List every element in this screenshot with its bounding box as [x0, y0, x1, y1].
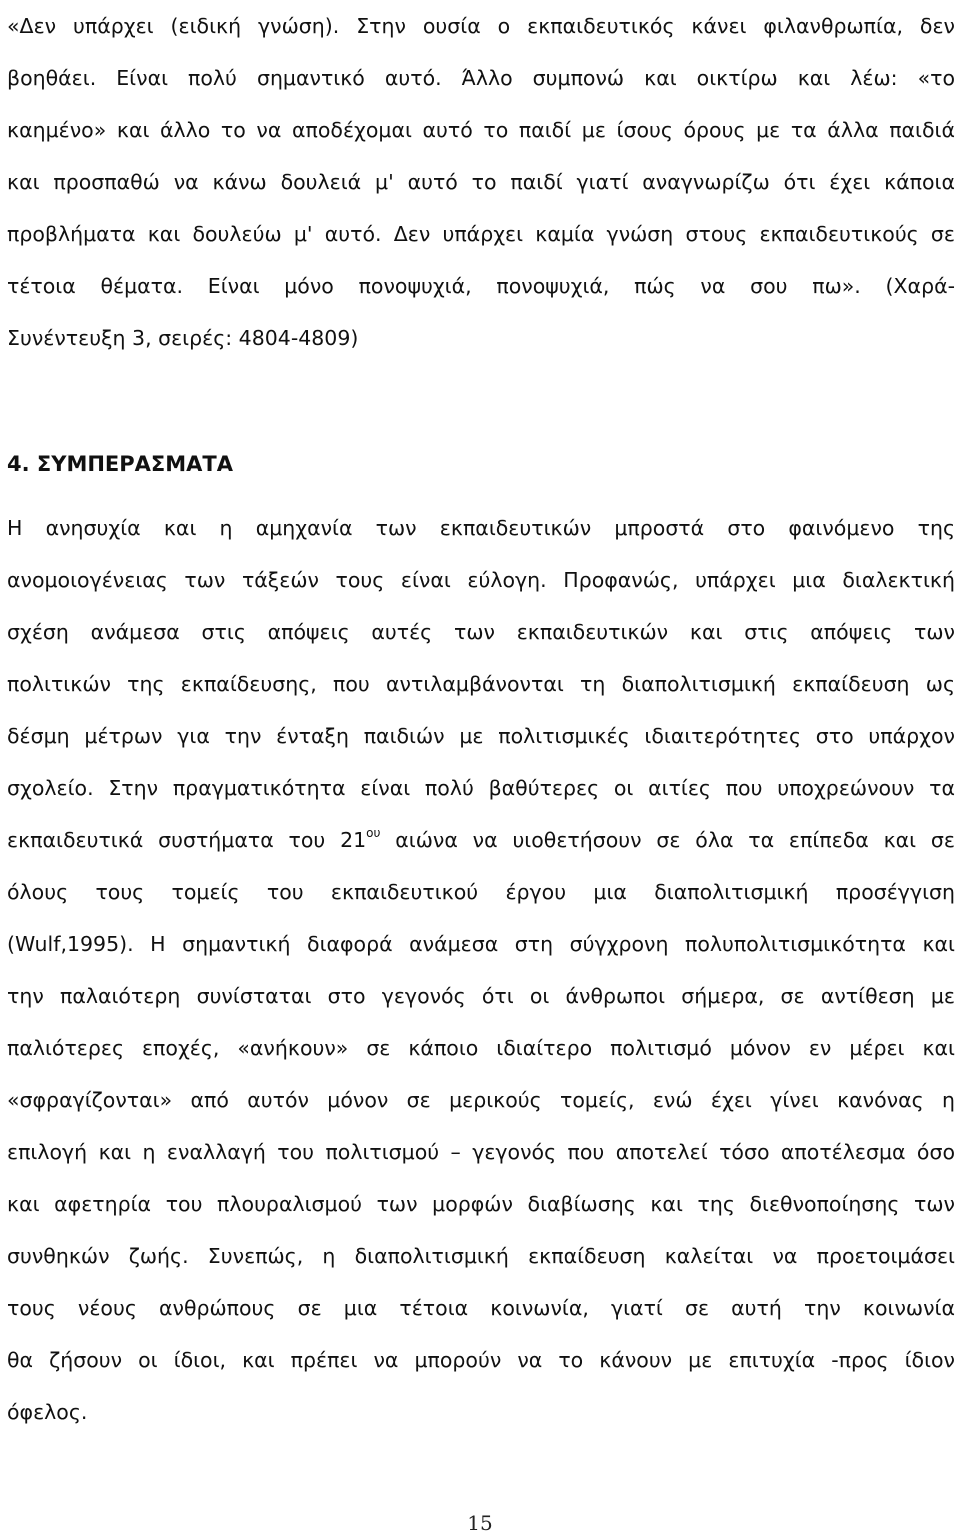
- text-line: και προσπαθώ να κάνω δουλειά μ' αυτό το παιδί γιατί αναγνωρίζω ότι έχει κάποια: [7, 170, 955, 194]
- text-line: «Δεν υπάρχει (ειδική γνώση). Στην ουσία ο εκπαιδευτικός κάνει φιλανθρωπία, δεν: [7, 14, 955, 38]
- text-line: την παλαιότερη συνίσταται στο γεγονός ότι οι άνθρωποι σήμερα, σε αντίθεση με: [7, 984, 955, 1008]
- text-line: σχέση ανάμεσα στις απόψεις αυτές των εκπαιδευτικών και στις απόψεις των: [7, 620, 955, 644]
- text-line: δέσμη μέτρων για την ένταξη παιδιών με πολιτισμικές ιδιαιτερότητες στο υπάρχον: [7, 724, 955, 748]
- text-line: όφελος.: [7, 1400, 88, 1424]
- text-line: θα ζήσουν οι ίδιοι, και πρέπει να μπορούν να το κάνουν με επιτυχία -προς ίδιον: [7, 1348, 955, 1372]
- text-line: σχολείο. Στην πραγματικότητα είναι πολύ βαθύτερες οι αιτίες που υποχρεώνουν τα: [7, 776, 955, 800]
- text-line: παλιότερες εποχές, «ανήκουν» σε κάποιο ιδιαίτερο πολιτισμό μόνον εν μέρει και: [7, 1036, 955, 1060]
- conclusions-paragraph: [7, 502, 955, 1438]
- text-line: και αφετηρία του πλουραλισμού των μορφών διαβίωσης και της διεθνοποίησης των: [7, 1192, 955, 1216]
- text-line: επιλογή και η εναλλαγή του πολιτισμού – γεγονός που αποτελεί τόσο αποτέλεσμα όσο: [7, 1140, 955, 1164]
- text-line: τους νέους ανθρώπους σε μια τέτοια κοινωνία, γιατί σε αυτή την κοινωνία: [7, 1296, 955, 1320]
- text-fragment: εκπαιδευτικά συστήματα του 21: [7, 828, 367, 852]
- text-line: προβλήματα και δουλεύω μ' αυτό. Δεν υπάρχει καμία γνώση στους εκπαιδευτικούς σε: [7, 222, 955, 246]
- text-line: Συνέντευξη 3, σειρές: 4804-4809): [7, 326, 359, 350]
- text-line: τέτοια θέματα. Είναι μόνο πονοψυχιά, πονοψυχιά, πώς να σου πω». (Χαρά-: [7, 274, 955, 298]
- section-heading: 4. ΣΥΜΠΕΡΑΣΜΑΤΑ: [7, 452, 233, 476]
- page-number: 15: [467, 1511, 493, 1535]
- text-line: όλους τους τομείς του εκπαιδευτικού έργου μια διαπολιτισμική προσέγγιση: [7, 880, 955, 904]
- text-line: συνθηκών ζωής. Συνεπώς, η διαπολιτισμική εκπαίδευση καλείται να προετοιμάσει: [7, 1244, 955, 1268]
- quote-paragraph: [7, 0, 955, 364]
- text-line: (Wulf,1995). Η σημαντική διαφορά ανάμεσα στη σύγχρονη πολυπολιτισμικότητα και: [7, 932, 955, 956]
- text-line: καημένο» και άλλο το να αποδέχομαι αυτό το παιδί με ίσους όρους με τα άλλα παιδιά: [7, 118, 955, 142]
- text-line: πολιτικών της εκπαίδευσης, που αντιλαμβάνονται τη διαπολιτισμική εκπαίδευση ως: [7, 672, 955, 696]
- text-line: Η ανησυχία και η αμηχανία των εκπαιδευτικών μπροστά στο φαινόμενο της: [7, 516, 955, 540]
- text-line: βοηθάει. Είναι πολύ σημαντικό αυτό. Άλλο συμπονώ και οικτίρω και λέω: «το: [7, 66, 955, 90]
- text-line: ανομοιογένειας των τάξεών τους είναι εύλογη. Προφανώς, υπάρχει μια διαλεκτική: [7, 568, 955, 592]
- text-line: «σφραγίζονται» από αυτόν μόνον σε μερικούς τομείς, ενώ έχει γίνει κανόνας η: [7, 1088, 955, 1112]
- text-fragment: αιώνα να υιοθετήσουν σε όλα τα επίπεδα και σε: [380, 828, 955, 852]
- ordinal-superscript: ου: [366, 826, 381, 840]
- text-line-with-superscript: [7, 814, 955, 866]
